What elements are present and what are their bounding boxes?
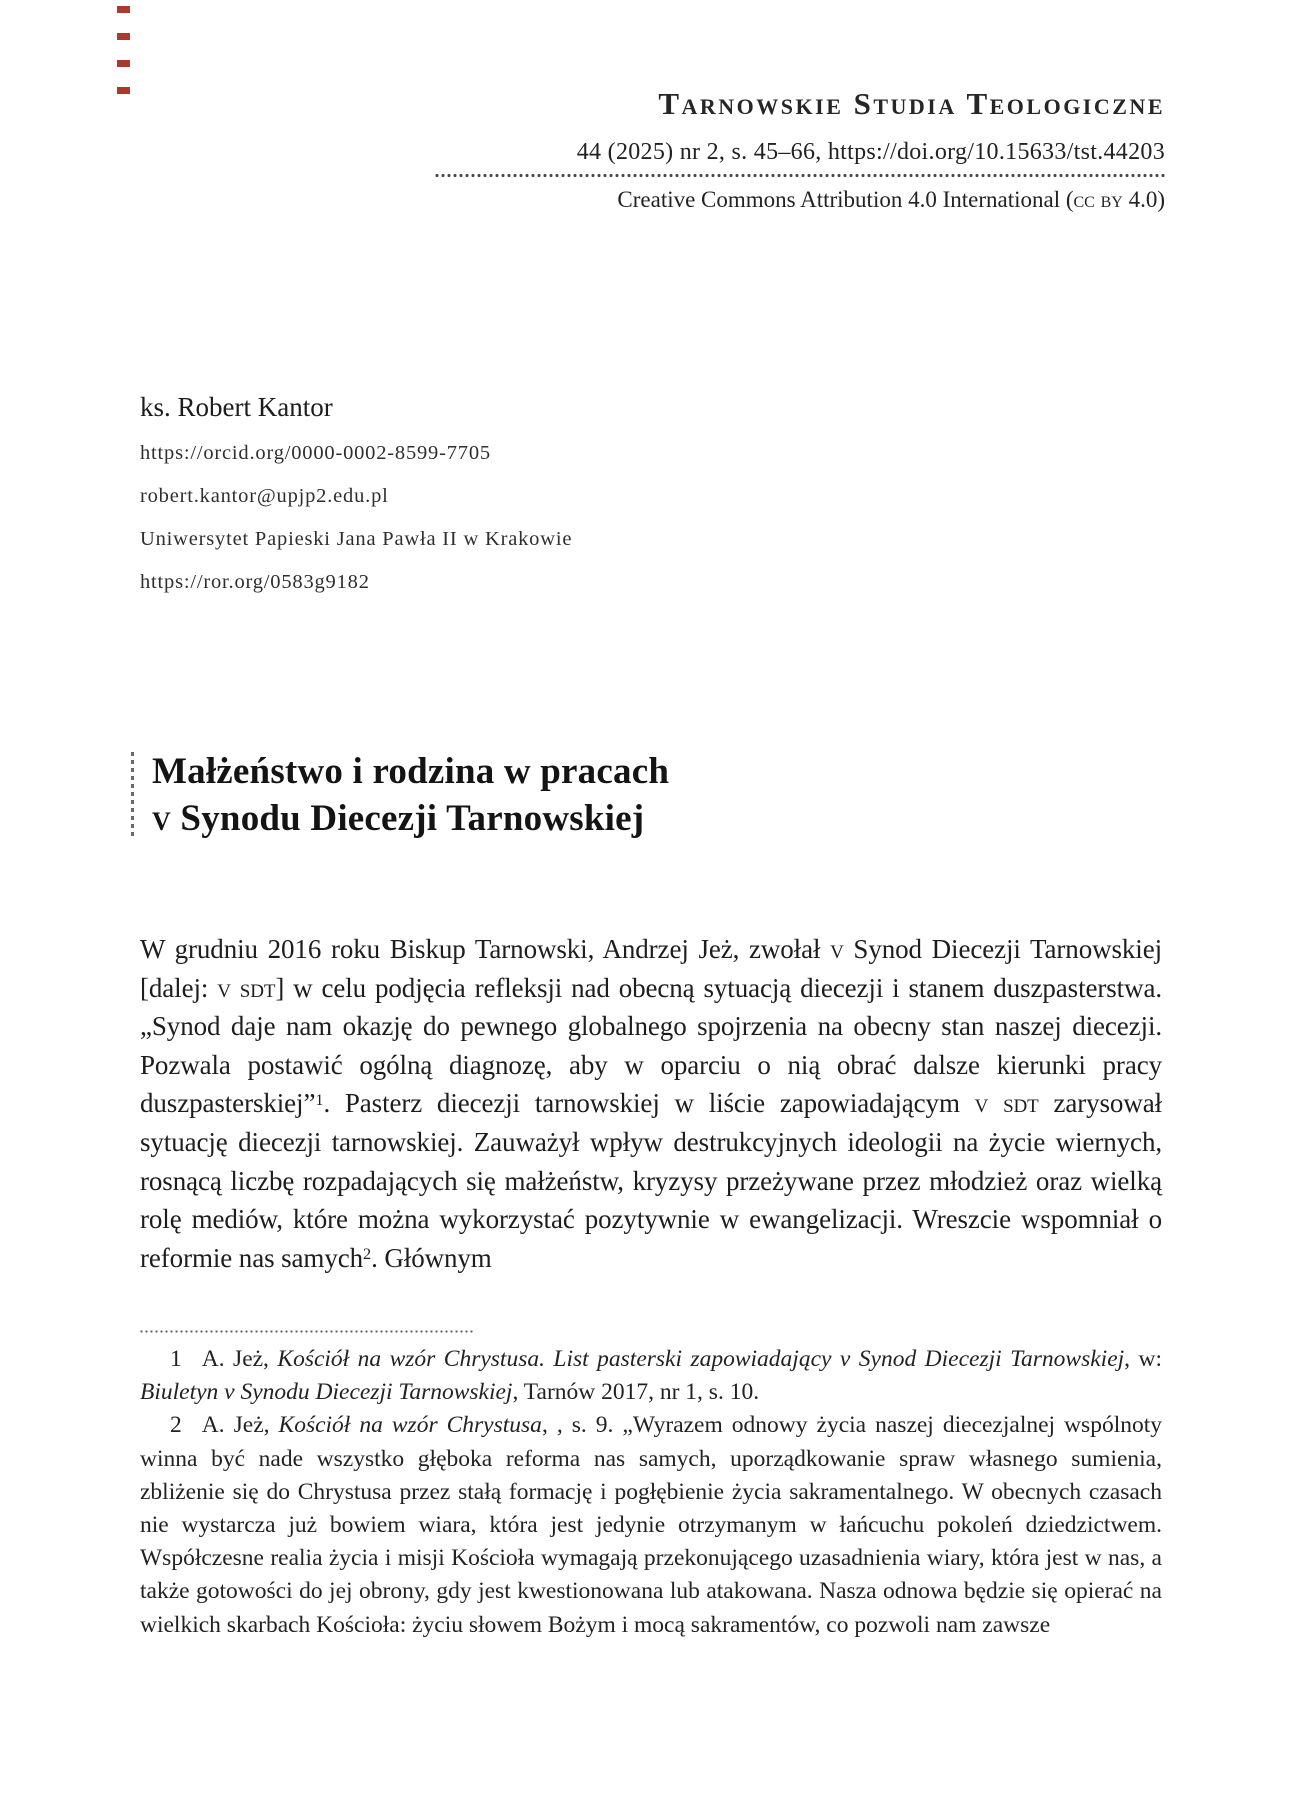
journal-title: Tarnowskie Studia Teologiczne bbox=[658, 86, 1165, 121]
body-text: zarysował sytuację diecezji tarnowskiej. Zauważył wpływ destrukcyjnych ideologii na życie wiernych, rosnącą liczbę rozpadających się małżeństw, kryzysy przeżywane przez młodzież oraz wielką rolę mediów, które można wykorzystać pozytywnie w ewangelizacji. Wreszcie wspomniał o reformie nas samych bbox=[140, 1088, 1163, 1273]
journal-header bbox=[435, 86, 1165, 214]
footnote-text: , Tarnów 2017, nr 1, s. 10. bbox=[512, 1379, 760, 1406]
body-text: ] w celu podjęcia refleksji nad obecną sytuacją diecezji i stanem duszpasterstwa. „Synod daje nam okazję do pewnego globalnego spojrzenia na obecny stan naszej diecezji. Pozwala postawić ogólną diagnozę, aby w oparciu o nią obrać dalsze kierunki pracy duszpasterskiej” bbox=[140, 972, 1162, 1119]
issue-info: 44 (2025) nr 2, s. 45–66, bbox=[576, 139, 828, 165]
email-link[interactable]: robert.kantor@upjp2.edu.pl bbox=[140, 485, 389, 507]
ror-link[interactable]: https://ror.org/0583g9182 bbox=[140, 571, 370, 593]
footnote-1 bbox=[140, 1343, 1162, 1409]
license-abbrev: cc by 4.0 bbox=[1073, 187, 1158, 212]
body-text: . Głównym bbox=[371, 1242, 492, 1273]
author-name: ks. Robert Kantor bbox=[140, 392, 333, 422]
footnote-text-italic: Kościół na wzór Chrystusa bbox=[278, 1412, 542, 1439]
footnote-ref-1[interactable]: 1 bbox=[315, 1091, 324, 1110]
article-title-line2: Synodu Diecezji Tarnowskiej bbox=[170, 798, 645, 839]
body-text: Synod Diecezji Tarnowskiej [dalej: bbox=[140, 934, 1162, 1003]
footnote-text: A. Jeż, bbox=[201, 1412, 279, 1439]
abbrev-v-sdt: v sdt bbox=[217, 972, 276, 1003]
article-title-numeral: v bbox=[152, 798, 171, 839]
article-title-line1: Małżeństwo i rodzina w pracach bbox=[152, 751, 670, 792]
doi-link[interactable]: https://doi.org/10.15633/tst.44203 bbox=[827, 139, 1165, 165]
author-block bbox=[140, 390, 572, 597]
footnote-text: A. Jeż, bbox=[201, 1346, 278, 1372]
body-paragraph bbox=[140, 930, 1162, 1277]
footnote-text: , w: bbox=[1124, 1346, 1162, 1372]
footnotes-section bbox=[140, 1343, 1162, 1642]
article-title-block bbox=[131, 748, 669, 842]
license-text: Creative Commons Attribution 4.0 International ( bbox=[617, 187, 1074, 212]
roman-numeral: v bbox=[830, 934, 844, 964]
body-text: . Pasterz diecezji tarnowskiej w liście zapowiadającym bbox=[323, 1088, 975, 1119]
footnote-2-number[interactable]: 2 bbox=[170, 1412, 182, 1439]
issue-doi-line bbox=[435, 137, 1165, 167]
left-margin-red-marks bbox=[117, 6, 130, 102]
title-dotted-accent bbox=[131, 752, 134, 840]
article-title bbox=[152, 748, 669, 842]
license-suffix: ) bbox=[1157, 187, 1165, 212]
footnote-separator bbox=[140, 1330, 475, 1333]
footnote-text-italic: Biuletyn v Synodu Diecezji Tarnowskiej bbox=[140, 1379, 513, 1406]
abbrev-v-sdt: v sdt bbox=[974, 1088, 1039, 1119]
footnote-text-italic: Kościół na wzór Chrystusa. List pasterski zapowiadający v Synod Diecezji Tarnowskiej bbox=[277, 1346, 1125, 1372]
author-affiliation: Uniwersytet Papieski Jana Pawła II w Krakowie bbox=[140, 528, 573, 550]
header-dotted-rule bbox=[435, 173, 1165, 178]
footnote-text: , , s. 9. „Wyrazem odnowy życia naszej diecezjalnej wspólnoty winna być nade wszystko głęboka reforma nas samych, uporządkowanie spraw własnego sumienia, zbliżenie się do Chrystusa przez stałą formację i pogłębienie życia sakramentalnego. W obecnych czasach nie wystarcza już bowiem wiara, która jest jedynie otrzymanym w łańcuchu pokoleń dziedzictwem. Współczesne realia życia i misji Kościoła wymagają przekonującego uzasadnienia wiary, która jest w nas, a także gotowości do jej obrony, gdy jest kwestionowana lub atakowana. Nasza odnowa będzie się opierać na wielkich skarbach Kościoła: życiu słowem Bożym i mocą sakramentów, co pozwoli nam zawsze bbox=[140, 1412, 1162, 1638]
footnote-2 bbox=[140, 1409, 1162, 1641]
orcid-link[interactable]: https://orcid.org/0000-0002-8599-7705 bbox=[140, 442, 491, 464]
body-text: W grudniu 2016 roku Biskup Tarnowski, Andrzej Jeż, zwołał bbox=[140, 934, 831, 964]
footnote-ref-2[interactable]: 2 bbox=[363, 1245, 372, 1264]
footnote-1-number[interactable]: 1 bbox=[170, 1346, 182, 1372]
license-line bbox=[435, 185, 1165, 214]
